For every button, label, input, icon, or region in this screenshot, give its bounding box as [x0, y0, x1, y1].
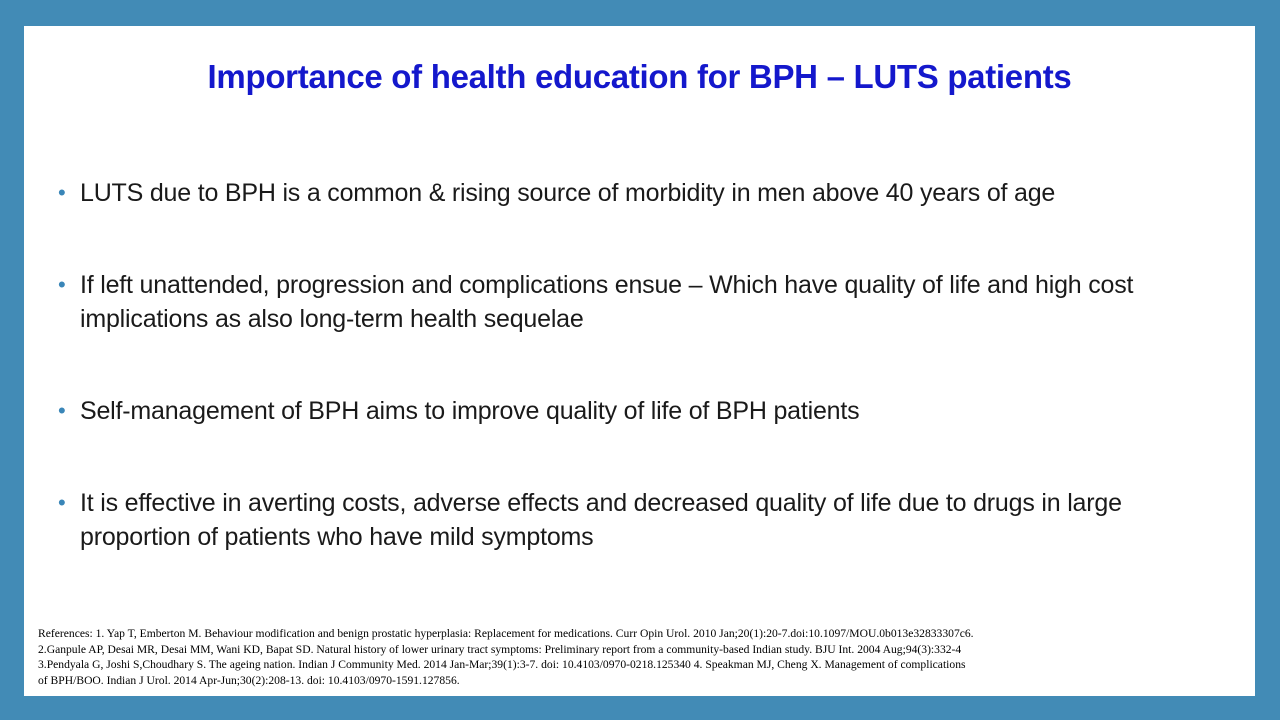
- bullet-dot-icon: •: [58, 272, 66, 297]
- bullet-item: [58, 486, 1238, 554]
- slide-title: Importance of health education for BPH – LUTS patients: [207, 58, 1072, 95]
- bullet-item: [58, 176, 1238, 210]
- bullet-dot-icon: •: [58, 180, 66, 205]
- bullet-item: [58, 394, 1238, 428]
- slide: [24, 26, 1255, 696]
- reference-line: 3.Pendyala G, Joshi S,Choudhary S. The ageing nation. Indian J Community Med. 2014 Jan-Mar;39(1):3-7. doi: 10.4103/0970-0218.125340 4. Speakman MJ, Cheng X. Management of complications: [38, 658, 966, 672]
- bullet-item: [58, 268, 1238, 336]
- bullet-dot-icon: •: [58, 490, 66, 515]
- bullet-text: It is effective in averting costs, adverse effects and decreased quality of life due to drugs in large proportion of patients who have mild symptoms: [80, 489, 1122, 551]
- reference-line: References: 1. Yap T, Emberton M. Behaviour modification and benign prostatic hyperplasia: Replacement for medications. Curr Opin Urol. 2010 Jan;20(1):20-7.doi:10.1097/MOU.0b013e32833307c6.: [38, 627, 974, 640]
- references: [38, 626, 1238, 689]
- bullet-text: LUTS due to BPH is a common & rising source of morbidity in men above 40 years of age: [80, 179, 1056, 207]
- reference-line: 2.Ganpule AP, Desai MR, Desai MM, Wani KD, Bapat SD. Natural history of lower urinary tract symptoms: Preliminary report from a community-based Indian study. BJU Int. 2004 Aug;94(3):332-4: [38, 642, 962, 656]
- bullet-text: If left unattended, progression and complications ensue – Which have quality of life and high cost implications as also long-term health sequelae: [80, 271, 1134, 333]
- bullet-text: Self-management of BPH aims to improve quality of life of BPH patients: [80, 397, 860, 425]
- reference-line: of BPH/BOO. Indian J Urol. 2014 Apr-Jun;30(2):208-13. doi: 10.4103/0970-1591.127856.: [38, 674, 460, 688]
- bullet-dot-icon: •: [58, 398, 66, 423]
